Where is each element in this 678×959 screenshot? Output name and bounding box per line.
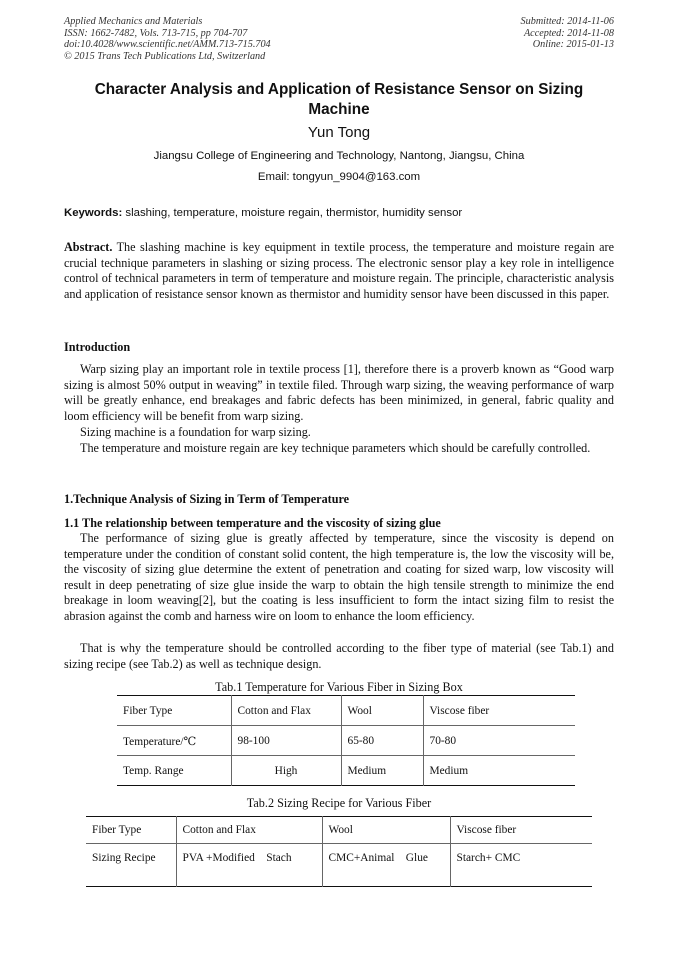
table-row xyxy=(86,817,592,844)
keywords xyxy=(64,207,614,219)
table-cell: Fiber Type xyxy=(123,704,173,717)
doi-line: doi:10.4028/www.scientific.net/AMM.713-715.704 xyxy=(64,39,271,50)
table-cell: High xyxy=(231,756,341,786)
affiliation: Jiangsu College of Engineering and Technology, Nantong, Jiangsu, China xyxy=(153,150,525,162)
submitted-date: Submitted: 2014-11-06 xyxy=(520,16,614,27)
table-row xyxy=(117,696,575,726)
table-cell: 98-100 xyxy=(231,726,341,756)
table-row xyxy=(117,756,575,786)
table-2 xyxy=(86,816,592,887)
table-cell: 70-80 xyxy=(423,726,575,756)
table-cell: PVA +Modified Stach xyxy=(176,844,322,887)
author-name: Yun Tong xyxy=(307,124,371,141)
section-1-1-heading: 1.1 The relationship between temperature and the viscosity of sizing glue xyxy=(64,516,441,530)
table-cell: Wool xyxy=(322,817,450,844)
accepted-date: Accepted: 2014-11-08 xyxy=(523,27,614,39)
keywords-text: slashing, temperature, moisture regain, thermistor, humidity sensor xyxy=(122,207,463,219)
table-cell: Medium xyxy=(341,756,423,786)
table-cell: Wool xyxy=(341,696,423,726)
table-1-caption: Tab.1 Temperature for Various Fiber in Sizing Box xyxy=(215,680,463,694)
abstract-label: Abstract. xyxy=(64,240,113,254)
table-cell: 65-80 xyxy=(341,726,423,756)
table-cell: Cotton and Flax xyxy=(176,817,322,844)
intro-paragraph-1: Warp sizing play an important role in textile process [1], therefore there is a proverb known as “Good warp sizing is almost 50% output in weaving” in textile filed. Through warp sizing, the weaving performance of warp will be greatly enhance, end breakages and fabric defects has been minimized, in general, fabric quality and loom efficiency will be benefit from warp sizing. xyxy=(64,362,614,423)
table-2-caption: Tab.2 Sizing Recipe for Various Fiber xyxy=(246,796,432,810)
section-1-heading: 1.Technique Analysis of Sizing in Term of Temperature xyxy=(64,492,350,506)
issn-line: ISSN: 1662-7482, Vols. 713-715, pp 704-707 xyxy=(64,27,248,39)
table-cell: Viscose fiber xyxy=(423,696,575,726)
section-1-paragraph-2: That is why the temperature should be controlled according to the fiber type of material (see Tab.1) and sizing recipe (see Tab.2) as well as technique design. xyxy=(64,641,614,671)
table-cell: Viscose fiber xyxy=(450,817,592,844)
dates-info xyxy=(521,16,614,51)
abstract xyxy=(64,240,614,302)
table-cell: Cotton and Flax xyxy=(231,696,341,726)
intro-paragraph-2: Sizing machine is a foundation for warp sizing. xyxy=(80,425,311,439)
journal-name: Applied Mechanics and Materials xyxy=(64,16,203,27)
table-cell: Temp. Range xyxy=(117,756,231,786)
section-1-paragraph-1: The performance of sizing glue is greatly affected by temperature, since the viscosity is depend on temperature under the condition of constant solid content, the high temperature is, the low the viscosity will be, the viscosity of sizing glue determine the extent of penetration and coating for sized warp, low viscosity will result in deep penetrating of size glue inside the warp to obtain the high tensile strength to minimize the end breakage in loom weaving[2], but the coating is less insufficient to form the intact sizing film to resist the abrasion against the comb and harness wire on loom to enhance the loom efficiency. xyxy=(64,531,614,623)
intro-paragraph-3: The temperature and moisture regain are key technique parameters which should be carefully controlled. xyxy=(80,441,591,455)
intro-heading: Introduction xyxy=(64,340,131,354)
table-cell: Starch+ CMC xyxy=(450,844,592,887)
keywords-label: Keywords: xyxy=(64,207,123,219)
table-cell: Medium xyxy=(423,756,575,786)
paper-title: Character Analysis and Application of Resistance Sensor on Sizing Machine xyxy=(94,81,584,118)
table-cell: Fiber Type xyxy=(92,824,142,836)
journal-info xyxy=(64,16,271,62)
online-date: Online: 2015-01-13 xyxy=(532,39,614,50)
table-cell: Sizing Recipe xyxy=(86,844,176,887)
table-row xyxy=(86,844,592,887)
author-email: Email: tongyun_9904@163.com xyxy=(257,171,421,183)
abstract-text: The slashing machine is key equipment in textile process, the temperature and moisture regain are crucial technique parameters in slashing or sizing process. The electronic sensor play a key role in intelligence control of technical parameters in term of temperature and moisture regain. The principle, characteristic analysis and application of resistance sensor known as thermistor and humidity sensor have been discussed in this paper. xyxy=(64,240,614,301)
table-cell: CMC+Animal Glue xyxy=(322,844,450,887)
table-1 xyxy=(117,695,575,786)
table-row xyxy=(117,726,575,756)
copyright-line: © 2015 Trans Tech Publications Ltd, Switzerland xyxy=(64,50,266,62)
table-cell: Temperature/℃ xyxy=(117,726,231,756)
